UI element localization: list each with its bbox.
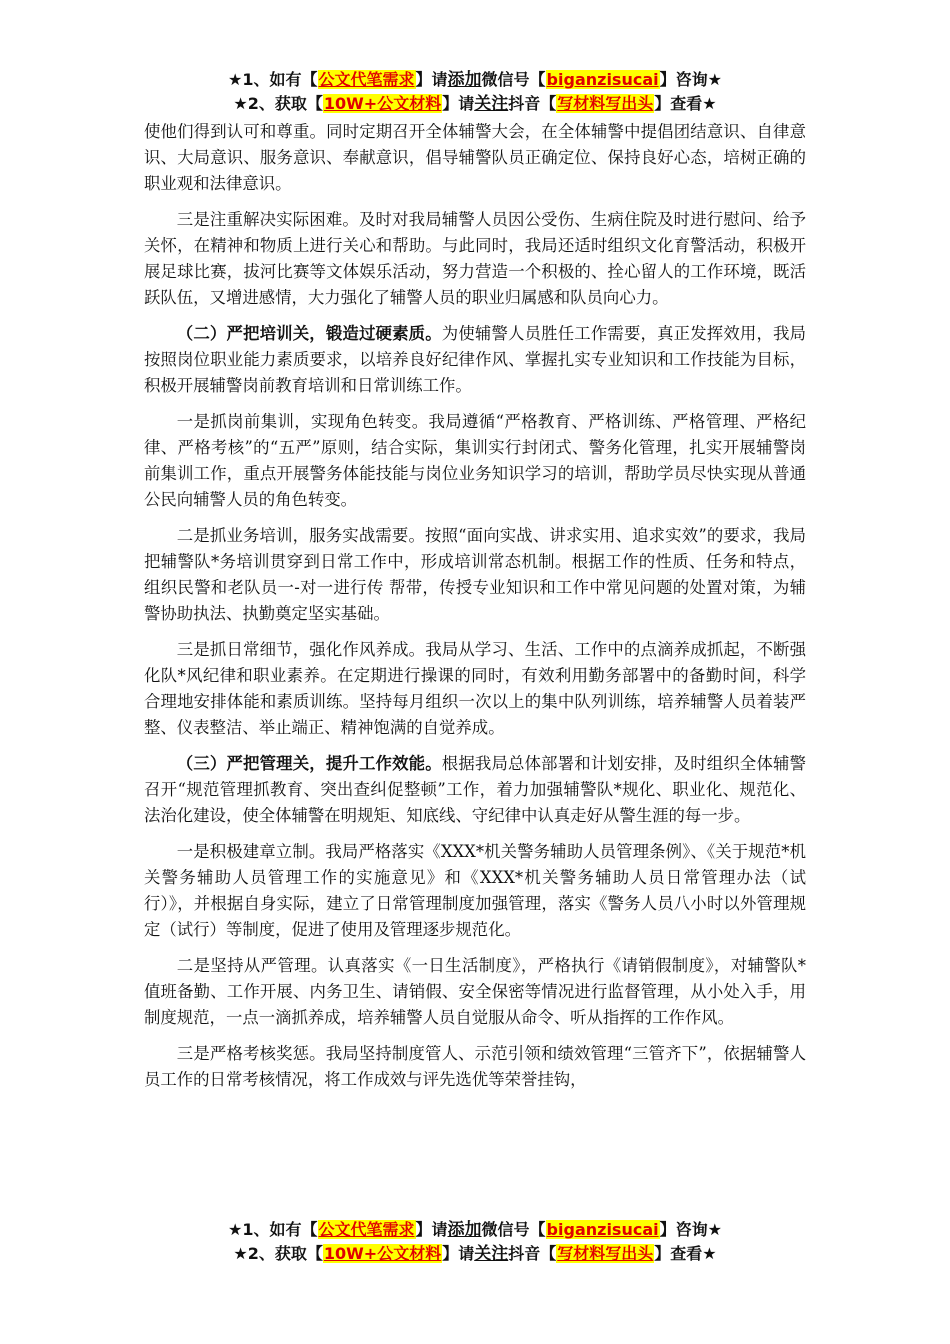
paragraph-section-three: （三）严把管理关，提升工作效能。根据我局总体部署和计划安排，及时组织全体辅警召开“规范管理抓教育、突出查纠促整顿”工作，着力加强辅警队*规化、职业化、规范化、法治化建设，使全体辅警在明规矩、知底线、守纪律中认真走好从警生涯的每一步。	[144, 754, 806, 825]
highlight-materials: 10W+公文材料	[323, 1244, 442, 1263]
document-body	[144, 119, 806, 1103]
paragraph: 三是注重解决实际困难。及时对我局辅警人员因公受伤、生病住院及时进行慰问、给予关怀，在精神和物质上进行关心和帮助。与此同时，我局还适时组织文化育警活动，积极开展足球比赛，拔河比赛等文体娱乐活动，努力营造一个积极的、拴心留人的工作环境，既活跃队伍，又增进感情，大力强化了辅警人员的职业归属感和队员向心力。	[144, 210, 806, 307]
footer-banner	[0, 1218, 950, 1266]
paragraph: 二是抓业务培训，服务实战需要。按照“面向实战、讲求实用、追求实效”的要求，我局把辅警队*务培训贯穿到日常工作中，形成培训常态机制。根据工作的性质、任务和特点，组织民警和老队员一-对一进行传 帮带，传授专业知识和工作中常见问题的处置对策，为辅警协助执法、执勤奠定坚实基础。	[144, 526, 806, 623]
highlight-douyin-account: 写材料写出头	[557, 94, 654, 113]
paragraph: 二是坚持从严管理。认真落实《一日生活制度》，严格执行《请销假制度》，对辅警队*值班备勤、工作开展、内务卫生、请销假、安全保密等情况进行监督管理，从小处入手，用制度规范，一点一滴抓养成，培养辅警人员自觉服从命令、听从指挥的工作作风。	[144, 956, 806, 1027]
paragraph: 一是抓岗前集训，实现角色转变。我局遵循“严格教育、严格训练、严格管理、严格纪律、严格考核”的“五严”原则，结合实际，集训实行封闭式、警务化管理，扎实开展辅警岗前集训工作，重点开展警务体能技能与岗位业务知识学习的培训，帮助学员尽快实现从普通公民向辅警人员的角色转变。	[144, 412, 806, 509]
paragraph: 三是抓日常细节，强化作风养成。我局从学习、生活、工作中的点滴养成抓起，不断强化队*风纪律和职业素养。在定期进行操课的同时，有效利用勤务部署中的备勤时间，科学合理地安排体能和素质训练。坚持每月组织一次以上的集中队列训练，培养辅警人员着装严整、仪表整洁、举止端正、精神饱满的自觉养成。	[144, 640, 806, 737]
banner-line-2: ★2、获取【10W+公文材料】请关注抖音【写材料写出头】查看★	[233, 94, 717, 114]
banner-line-2: ★2、获取【10W+公文材料】请关注抖音【写材料写出头】查看★	[233, 1244, 717, 1264]
banner-line-1: ★1、如有【公文代笔需求】请添加微信号【biganzisucai】咨询★	[228, 70, 722, 90]
highlight-wechat-id: biganzisucai	[546, 70, 659, 89]
highlight-wechat-id: biganzisucai	[546, 1220, 659, 1239]
paragraph-section-two: （二）严把培训关，锻造过硬素质。为使辅警人员胜任工作需要，真正发挥效用，我局按照岗位职业能力素质要求，以培养良好纪律作风、掌握扎实专业知识和工作技能为目标，积极开展辅警岗前教育培训和日常训练工作。	[144, 324, 806, 395]
header-banner	[0, 68, 950, 116]
highlight-douyin-account: 写材料写出头	[557, 1244, 654, 1263]
section-heading: （二）严把培训关，锻造过硬素质。	[176, 324, 442, 343]
paragraph: 三是严格考核奖惩。我局坚持制度管人、示范引领和绩效管理“三管齐下”，依据辅警人员工作的日常考核情况，将工作成效与评先选优等荣誉挂钩，	[144, 1044, 806, 1089]
section-heading: （三）严把管理关，提升工作效能。	[176, 754, 442, 773]
paragraph: 一是积极建章立制。我局严格落实《XXX*机关警务辅助人员管理条例》、《关于规范*机关警务辅助人员管理工作的实施意见》和《XXX*机关警务辅助人员日常管理办法（试行）》，并根据自身实际，建立了日常管理制度加强管理，落实《警务人员八小时以外管理规定（试行）等制度，促进了使用及管理逐步规范化。	[144, 842, 806, 939]
highlight-service: 公文代笔需求	[318, 1220, 415, 1239]
paragraph: 使他们得到认可和尊重。同时定期召开全体辅警大会，在全体辅警中提倡团结意识、自律意识、大局意识、服务意识、奉献意识，倡导辅警队员正确定位、保持良好心态，培树正确的职业观和法律意识。	[144, 122, 806, 193]
highlight-materials: 10W+公文材料	[323, 94, 442, 113]
banner-line-1: ★1、如有【公文代笔需求】请添加微信号【biganzisucai】咨询★	[228, 1220, 722, 1240]
highlight-service: 公文代笔需求	[318, 70, 415, 89]
